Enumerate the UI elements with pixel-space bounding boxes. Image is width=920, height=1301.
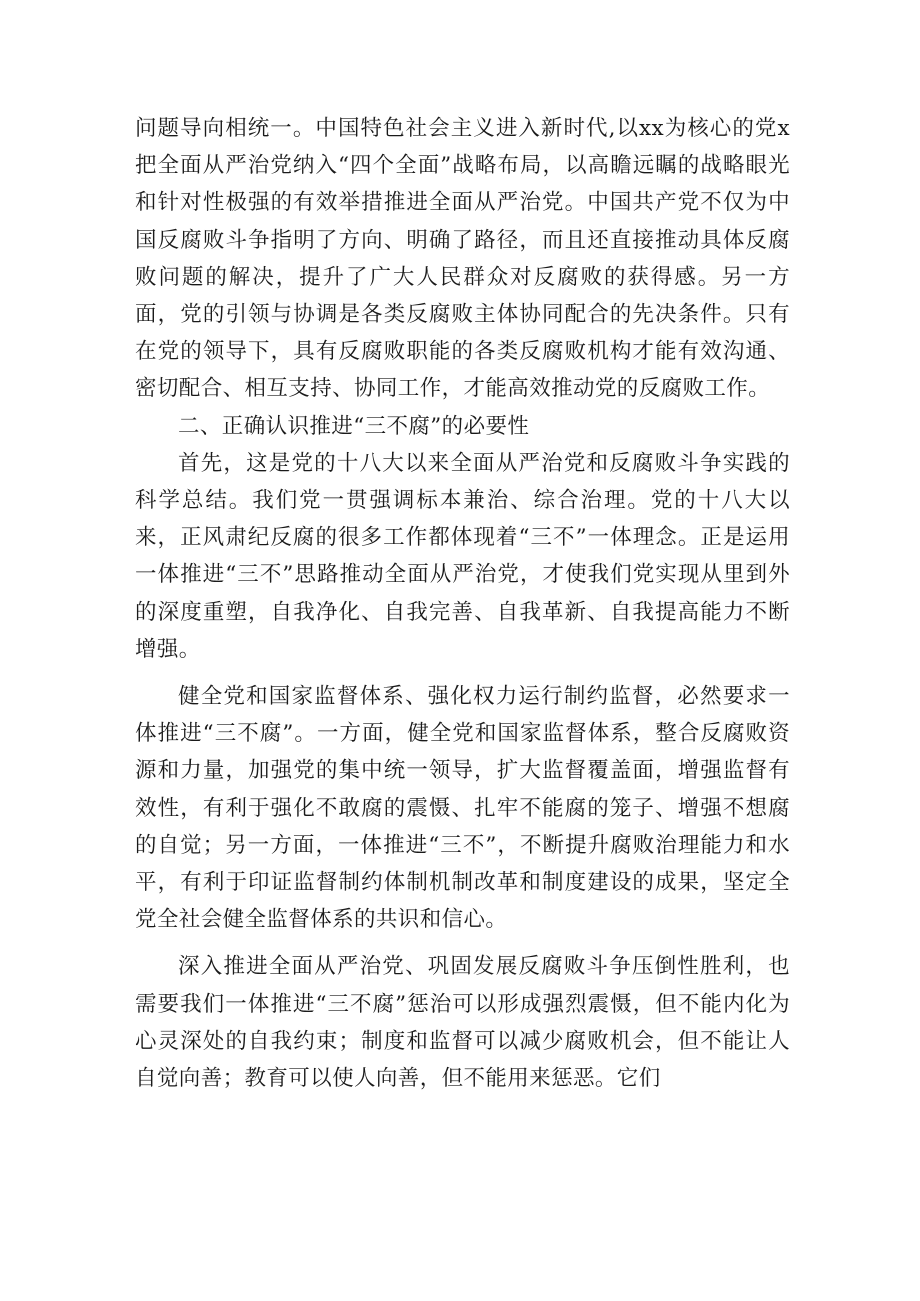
paragraph-deepening: 深入推进全面从严治党、巩固发展反腐败斗争压倒性胜利，也需要我们一体推进“三不腐”惩治可以形成强烈震慑，但不能内化为心灵深处的自我约束；制度和监督可以减少腐败机会，但不能让人自觉向善；教育可以使人向善，但不能用来惩恶。它们 [135, 954, 790, 1092]
paragraph-first: 首先，这是党的十八大以来全面从严治党和反腐败斗争实践的科学总结。我们党一贯强调标本兼治、综合治理。党的十八大以来，正风肃纪反腐的很多工作都体现着“三不”一体理念。正是运用一体推进“三不”思路推动全面从严治党，才使我们党实现从里到外的深度重塑，自我净化、自我完善、自我革新、自我提高能力不断增强。 [135, 450, 790, 662]
paragraph-supervision: 健全党和国家监督体系、强化权力运行制约监督，必然要求一体推进“三不腐”。一方面，健全党和国家监督体系，整合反腐败资源和力量，加强党的集中统一领导，扩大监督覆盖面，增强监督有效性，有利于强化不敢腐的震慑、扎牢不能腐的笼子、增强不想腐的自觉；另一方面，一体推进“三不”，不断提升腐败治理能力和水平，有利于印证监督制约体制机制改革和制度建设的成果，坚定全党全社会健全监督体系的共识和信心。 [135, 684, 790, 933]
document-page [135, 110, 790, 1097]
section-heading: 二、正确认识推进“三不腐”的必要性 [178, 413, 530, 439]
paragraph-continuation: 问题导向相统一。中国特色社会主义进入新时代,以xx为核心的党x把全面从严治党纳入“四个全面”战略布局，以高瞻远瞩的战略眼光和针对性极强的有效举措推进全面从严治党。中国共产党不仅为中国反腐败斗争指明了方向、明确了路径，而且还直接推动具体反腐败问题的解决，提升了广大人民群众对反腐败的获得感。另一方面，党的引领与协调是各类反腐败主体协同配合的先决条件。只有在党的领导下，具有反腐败职能的各类反腐败机构才能有效沟通、密切配合、相互支持、协同工作，才能高效推动党的反腐败工作。 [135, 116, 790, 402]
